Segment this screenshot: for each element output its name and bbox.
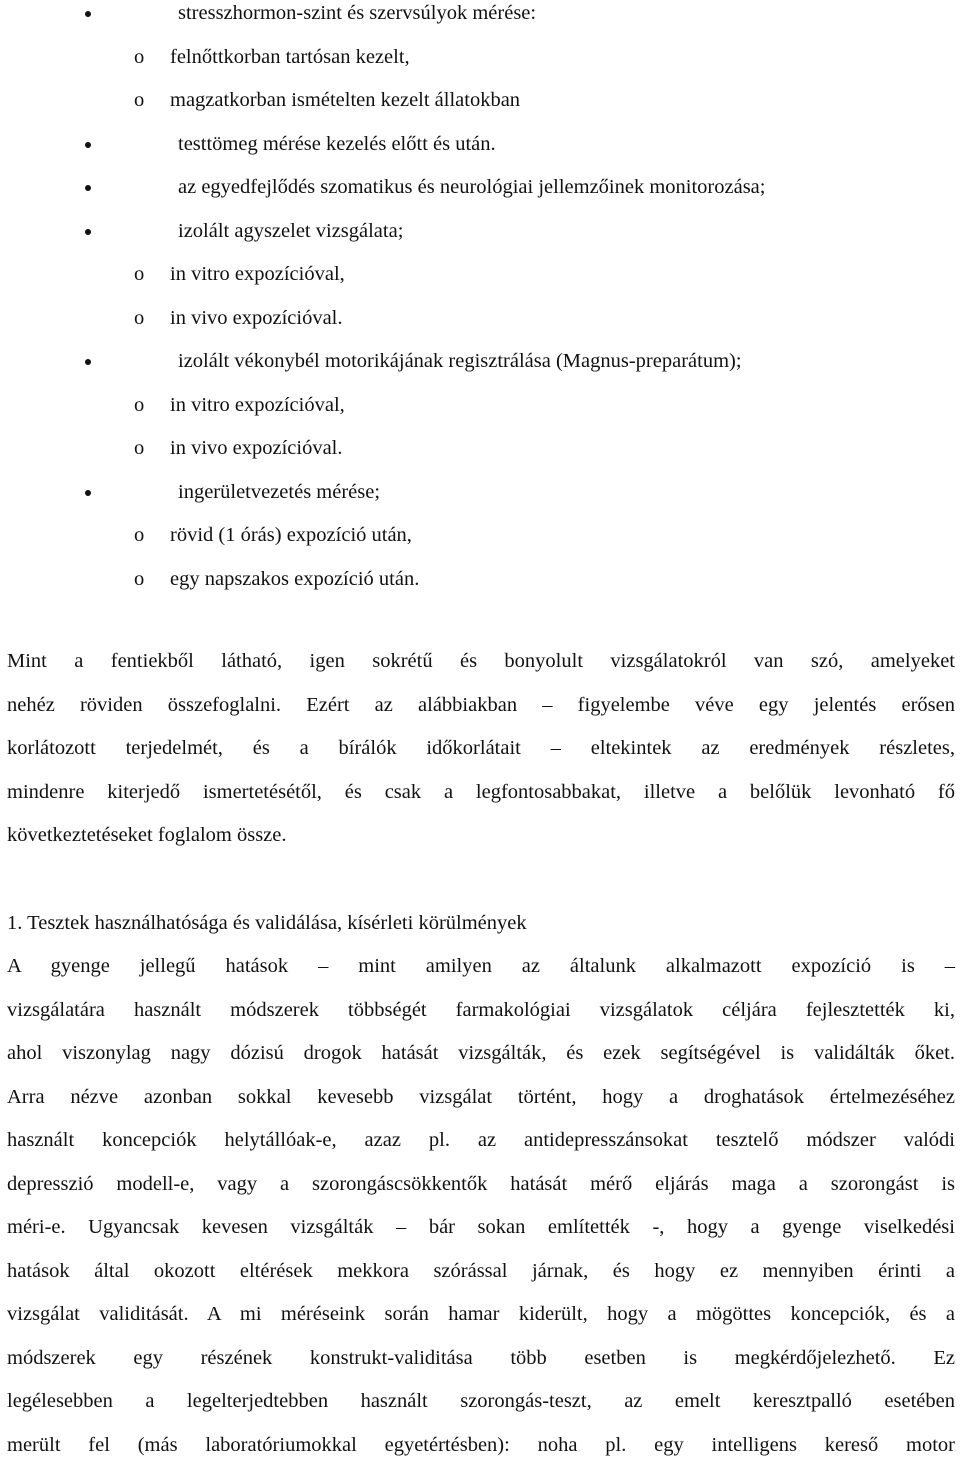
paragraph-line: depresszió modell-e, vagy a szorongáscsökkentők hatását mérő eljárás maga a szorongást is xyxy=(7,1163,955,1207)
paragraph-line: nehéz röviden összefoglalni. Ezért az alábbiakban – figyelembe véve egy jelentés erősen xyxy=(7,684,955,728)
paragraph-line: Mint a fentiekből látható, igen sokrétű és bonyolult vizsgálatokról van szó, amelyeket xyxy=(7,640,955,684)
sub-item-text: in vivo expozícióval. xyxy=(170,435,343,461)
bullet-dot-icon xyxy=(85,185,91,191)
sub-item xyxy=(0,261,960,287)
paragraph-line: korlátozott terjedelmét, és a bírálók időkorlátait – eltekintek az eredmények részletes, xyxy=(7,727,955,771)
sub-item xyxy=(0,87,960,113)
bullet-item-text: az egyedfejlődés szomatikus és neurológiai jellemzőinek monitorozása; xyxy=(178,174,765,200)
bullet-item xyxy=(0,479,960,505)
paragraph-line: merült fel (más laboratóriumokkal egyetértésben): noha pl. egy intelligens kereső motor xyxy=(7,1424,955,1467)
sub-item xyxy=(0,566,960,592)
bullet-item-text: testtömeg mérése kezelés előtt és után. xyxy=(178,131,496,157)
sub-item-marker: o xyxy=(134,44,144,70)
sub-item-text: rövid (1 órás) expozíció után, xyxy=(170,522,412,548)
paragraph-summary xyxy=(7,640,955,858)
sub-item xyxy=(0,435,960,461)
bullet-dot-icon xyxy=(85,11,91,17)
bullet-dot-icon xyxy=(85,359,91,365)
paragraph-line: mindenre kiterjedő ismertetésétől, és csak a legfontosabbakat, illetve a belőlük levonható fő xyxy=(7,771,955,815)
sub-item-text: in vitro expozícióval, xyxy=(170,261,345,287)
sub-item-text: magzatkorban ismételten kezelt állatokban xyxy=(170,87,520,113)
bullet-item-text: stresszhormon-szint és szervsúlyok mérése: xyxy=(178,0,536,26)
sub-item-marker: o xyxy=(134,566,144,592)
sub-item-text: felnőttkorban tartósan kezelt, xyxy=(170,44,410,70)
paragraph-line: Arra nézve azonban sokkal kevesebb vizsgálat történt, hogy a droghatások értelmezéséhez xyxy=(7,1076,955,1120)
bullet-item xyxy=(0,218,960,244)
sub-item xyxy=(0,305,960,331)
paragraph-line: vizsgálatára használt módszerek többségét farmakológiai vizsgálatok céljára fejlesztették ki, xyxy=(7,989,955,1033)
sub-item-marker: o xyxy=(134,392,144,418)
section-heading: 1. Tesztek használhatósága és validálása, kísérleti körülmények xyxy=(7,910,527,936)
sub-item xyxy=(0,522,960,548)
sub-item-text: egy napszakos expozíció után. xyxy=(170,566,419,592)
sub-item-marker: o xyxy=(134,435,144,461)
bullet-item-text: izolált vékonybél motorikájának regisztrálása (Magnus-preparátum); xyxy=(178,348,742,374)
bullet-item-text: izolált agyszelet vizsgálata; xyxy=(178,218,403,244)
bullet-item xyxy=(0,131,960,157)
sub-item-marker: o xyxy=(134,522,144,548)
bullet-item-text: ingerületvezetés mérése; xyxy=(178,479,380,505)
sub-item xyxy=(0,392,960,418)
sub-item-marker: o xyxy=(134,87,144,113)
bullet-item xyxy=(0,174,960,200)
bullet-dot-icon xyxy=(85,229,91,235)
paragraph-line: A gyenge jellegű hatások – mint amilyen az általunk alkalmazott expozíció is – xyxy=(7,945,955,989)
bullet-item xyxy=(0,348,960,374)
paragraph-line: hatások által okozott eltérések mekkora szórással járnak, és hogy ez mennyiben érinti a xyxy=(7,1250,955,1294)
bullet-dot-icon xyxy=(85,142,91,148)
paragraph-line: méri-e. Ugyancsak kevesen vizsgálták – bár sokan említették -, hogy a gyenge viselkedési xyxy=(7,1206,955,1250)
bullet-dot-icon xyxy=(85,490,91,496)
sub-item-marker: o xyxy=(134,305,144,331)
sub-item-marker: o xyxy=(134,261,144,287)
paragraph-line: vizsgálat validitását. A mi méréseink során hamar kiderült, hogy a mögöttes koncepciók, és a xyxy=(7,1293,955,1337)
bullet-item xyxy=(0,0,960,26)
paragraph-line: módszerek egy részének konstrukt-validitása több esetben is megkérdőjelezhető. Ez xyxy=(7,1337,955,1381)
paragraph-line: ahol viszonylag nagy dózisú drogok hatását vizsgálták, és ezek segítségével is validálták őket. xyxy=(7,1032,955,1076)
paragraph-tests-validation xyxy=(7,945,955,1467)
sub-item-text: in vivo expozícióval. xyxy=(170,305,343,331)
sub-item-text: in vitro expozícióval, xyxy=(170,392,345,418)
paragraph-line: használt koncepciók helytállóak-e, azaz pl. az antidepresszánsokat tesztelő módszer valódi xyxy=(7,1119,955,1163)
paragraph-line: legélesebben a legelterjedtebben használt szorongás-teszt, az emelt keresztpalló esetében xyxy=(7,1380,955,1424)
paragraph-line: következtetéseket foglalom össze. xyxy=(7,814,955,858)
sub-item xyxy=(0,44,960,70)
